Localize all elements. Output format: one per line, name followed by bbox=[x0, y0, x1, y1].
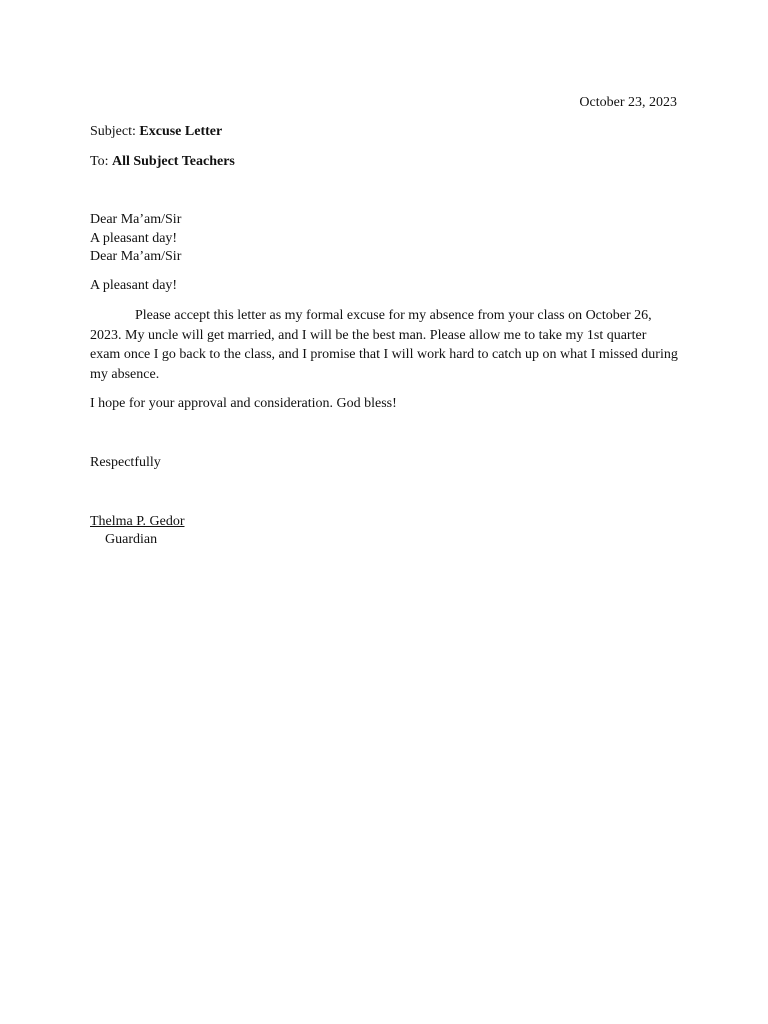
subject-line bbox=[90, 122, 222, 141]
recipient-label: To: bbox=[90, 154, 112, 169]
letter-body: Please accept this letter as my formal excuse for my absence from your class on October 26, 2023. My uncle will get married, and I will be the best man. Please allow me to take my 1st quarter exam once I go back to the class, and I promise that I will work hard to catch up on what I missed during my absence. bbox=[90, 308, 678, 382]
subject-label: Subject: bbox=[90, 124, 140, 139]
recipient-value: All Subject Teachers bbox=[111, 154, 235, 169]
closing-sentence: I hope for your approval and consideration. God bless! bbox=[90, 396, 397, 411]
letter-date: October 23, 2023 bbox=[579, 95, 677, 110]
closing: Respectfully bbox=[90, 455, 161, 470]
recipient-line bbox=[90, 152, 235, 171]
subject-value: Excuse Letter bbox=[139, 124, 223, 139]
salutation-line: A pleasant day! bbox=[90, 231, 178, 246]
signature-role: Guardian bbox=[105, 532, 158, 547]
salutation-line: Dear Ma’am/Sir bbox=[90, 249, 182, 264]
salutation-line: Dear Ma’am/Sir bbox=[90, 212, 182, 227]
signature-name: Thelma P. Gedor bbox=[90, 514, 185, 529]
greeting-line: A pleasant day! bbox=[90, 278, 178, 293]
